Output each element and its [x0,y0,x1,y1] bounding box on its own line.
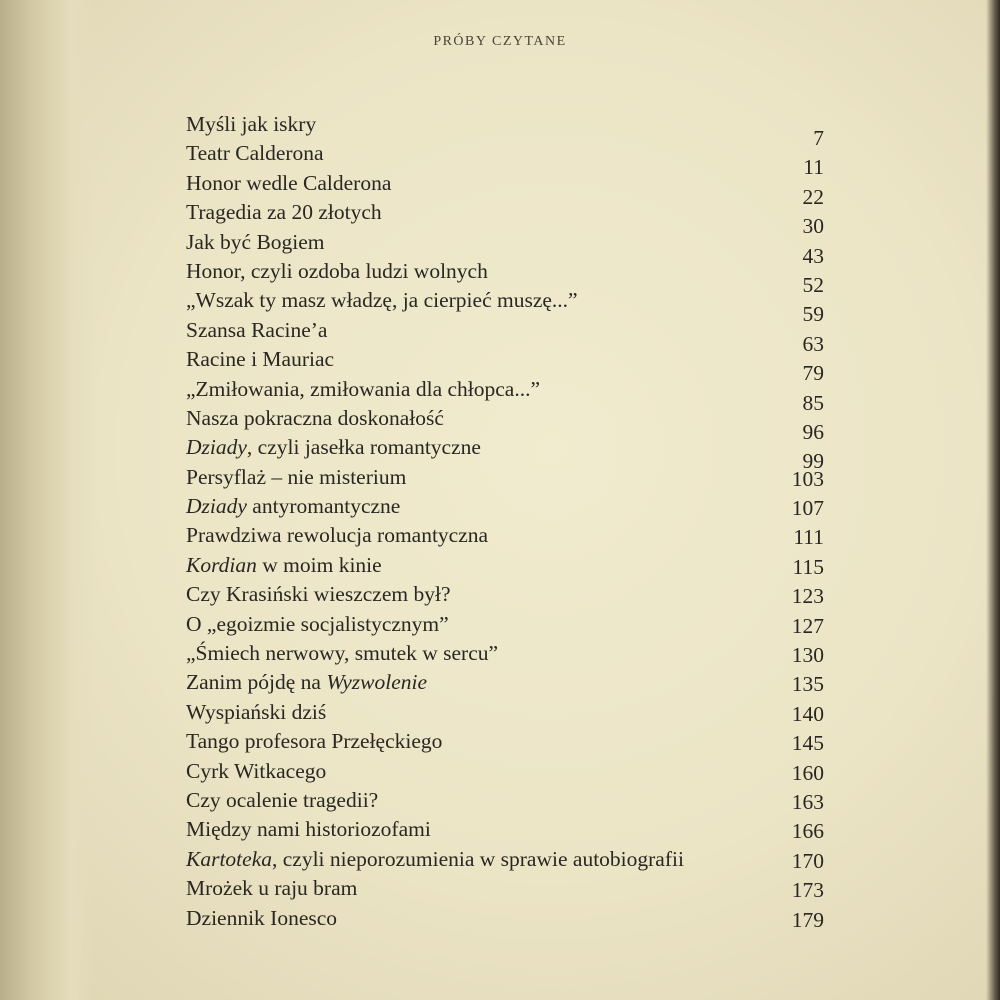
toc-entry-title-rest: w moim kinie [256,552,382,577]
toc-entry-title-text: „Zmiłowania, zmiłowania dla chłopca...” [186,376,541,401]
toc-entry-title [186,639,498,668]
toc-entry-title-text: O „egoizmie socjalistycznym” [186,611,449,636]
toc-entry-title [186,668,427,697]
toc-entry-title [186,169,391,198]
toc-entry-page-number: 7 [813,126,824,150]
toc-entry-title-text: Nasza pokraczna doskonałość [186,405,444,430]
toc-entry-title [186,286,578,315]
toc-entry-title [186,110,316,139]
toc-entry-title [186,139,324,168]
toc-entry [186,786,836,815]
toc-entry-page-number: 11 [803,155,824,180]
toc-entry [186,433,836,474]
toc-entry-page-number: 85 [802,390,824,415]
toc-entry-title-text: Wyspiański dziś [186,699,327,724]
toc-entry [186,845,836,874]
toc-entry-title-rest: , czyli nieporozumienia w sprawie autobiografii [272,846,684,871]
toc-entry-page-number: 166 [791,819,824,844]
toc-entry-title-text: Tango profesora Przełęckiego [186,729,443,754]
toc-entry-title-text: Prawdziwa rewolucja romantyczna [186,523,489,548]
toc-entry-title [186,757,326,786]
toc-entry-page-number: 140 [791,701,824,726]
toc-entry [186,492,836,521]
toc-entry-title-text: Honor wedle Calderona [186,170,392,195]
toc-entry-title-italic: Dziady [186,435,247,460]
toc-entry [186,375,836,415]
toc-entry-title-text: Czy ocalenie tragedii? [186,787,379,812]
toc-entry [186,169,836,209]
toc-entry-title [186,845,684,874]
toc-entry-title-rest: , czyli jasełka romantyczne [246,435,481,460]
toc-entry-title-italic: Kartoteka [186,846,272,871]
toc-entry-page-number: 63 [802,331,824,356]
toc-entry-title-italic: Kordian [186,552,257,577]
toc-entry-title [186,874,357,903]
toc-entry [186,815,836,844]
toc-entry-title-text: Honor, czyli ozdoba ludzi wolnych [186,258,488,283]
toc-entry-page-number: 107 [791,496,824,521]
toc-entry [186,345,836,386]
toc-entry-page-number: 135 [791,672,824,697]
toc-entry-title-text: „Śmiech nerwowy, smutek w sercu” [186,641,499,666]
toc-entry-page-number: 103 [791,466,824,491]
book-right-edge [986,0,1000,1000]
toc-entry-page-number: 59 [802,302,824,327]
toc-entry [186,580,836,609]
toc-entry [186,698,836,727]
toc-entry [186,521,836,550]
toc-entry-title [186,580,451,609]
toc-entry-page-number: 115 [792,554,824,579]
toc-entry-title [186,433,481,462]
table-of-contents [186,110,836,933]
toc-entry-page-number: 173 [791,878,824,903]
toc-entry-title [186,198,382,227]
toc-entry-title-text: Między nami historiozofami [186,817,431,842]
toc-entry-title-text: „Wszak ty masz władzę, ja cierpieć muszę...” [186,288,578,313]
toc-entry-title [186,375,540,404]
toc-entry [186,727,836,756]
toc-entry-title [186,345,334,374]
toc-entry-title [186,698,326,727]
toc-entry-title-text: Szansa Racine’a [186,317,328,342]
toc-entry [186,639,836,668]
toc-entry-title-text: Persyflaż – nie misterium [186,464,407,489]
toc-entry-title-italic: Wyzwolenie [326,670,428,695]
toc-entry-title-text: Jak być Bogiem [186,229,325,254]
toc-entry-page-number: 130 [791,643,824,668]
toc-entry [186,904,836,933]
toc-entry-title [186,257,488,286]
toc-entry-title-prefix: Zanim pójdę na [186,670,327,695]
toc-entry-page-number: 123 [791,584,824,609]
toc-entry [186,757,836,786]
toc-entry-title [186,316,327,345]
toc-entry [186,404,836,444]
toc-entry-title [186,521,488,550]
toc-entry-title-text: Dziennik Ionesco [186,905,338,930]
toc-entry [186,551,836,580]
toc-entry-title-text: Czy Krasiński wieszczem był? [186,582,451,607]
toc-entry-page-number: 22 [802,184,824,209]
toc-entry-page-number: 79 [802,361,824,386]
toc-entry-title [186,727,442,756]
toc-entry-title-text: Mrożek u raju bram [186,876,358,901]
toc-entry [186,110,836,150]
toc-entry [186,198,836,239]
toc-entry-title [186,228,325,257]
toc-entry-page-number: 163 [791,789,824,814]
toc-entry-title-text: Teatr Calderona [186,141,324,166]
toc-entry-title-text: Tragedia za 20 złotych [186,200,382,225]
toc-entry-title [186,786,378,815]
toc-entry-title [186,904,337,933]
toc-entry-title [186,492,400,521]
toc-entry-page-number: 111 [793,525,824,550]
toc-entry [186,316,836,356]
toc-entry-title [186,815,431,844]
toc-entry-title-text: Racine i Mauriac [186,347,335,372]
toc-entry [186,286,836,327]
toc-entry-title [186,463,406,492]
toc-entry-page-number: 170 [791,848,824,873]
toc-entry [186,668,836,697]
toc-entry [186,139,836,180]
book-gutter-shadow [0,0,95,1000]
toc-entry-page-number: 30 [802,214,824,239]
toc-entry [186,610,836,639]
toc-entry-title-text: Cyrk Witkacego [186,758,327,783]
toc-entry-page-number: 99 [802,449,824,474]
toc-entry-page-number: 96 [802,419,824,444]
toc-entry [186,257,836,297]
toc-entry-title-italic: Dziady [186,494,247,519]
toc-entry-page-number: 145 [791,731,824,756]
toc-entry-title-text: Myśli jak iskry [186,112,317,136]
toc-entry-title [186,610,449,639]
toc-entry-page-number: 160 [791,760,824,785]
toc-entry-title [186,404,444,433]
toc-entry-page-number: 43 [802,243,824,268]
toc-entry-page-number: 127 [791,613,824,638]
toc-entry [186,228,836,268]
toc-entry [186,874,836,903]
running-title: PRÓBY CZYTANE [433,34,567,49]
toc-entry-title-rest: antyromantyczne [246,494,401,519]
toc-entry-title [186,551,382,580]
running-header [0,34,1000,50]
toc-entry-page-number: 52 [802,272,824,297]
toc-entry [186,463,836,492]
toc-entry-page-number: 179 [791,907,824,932]
